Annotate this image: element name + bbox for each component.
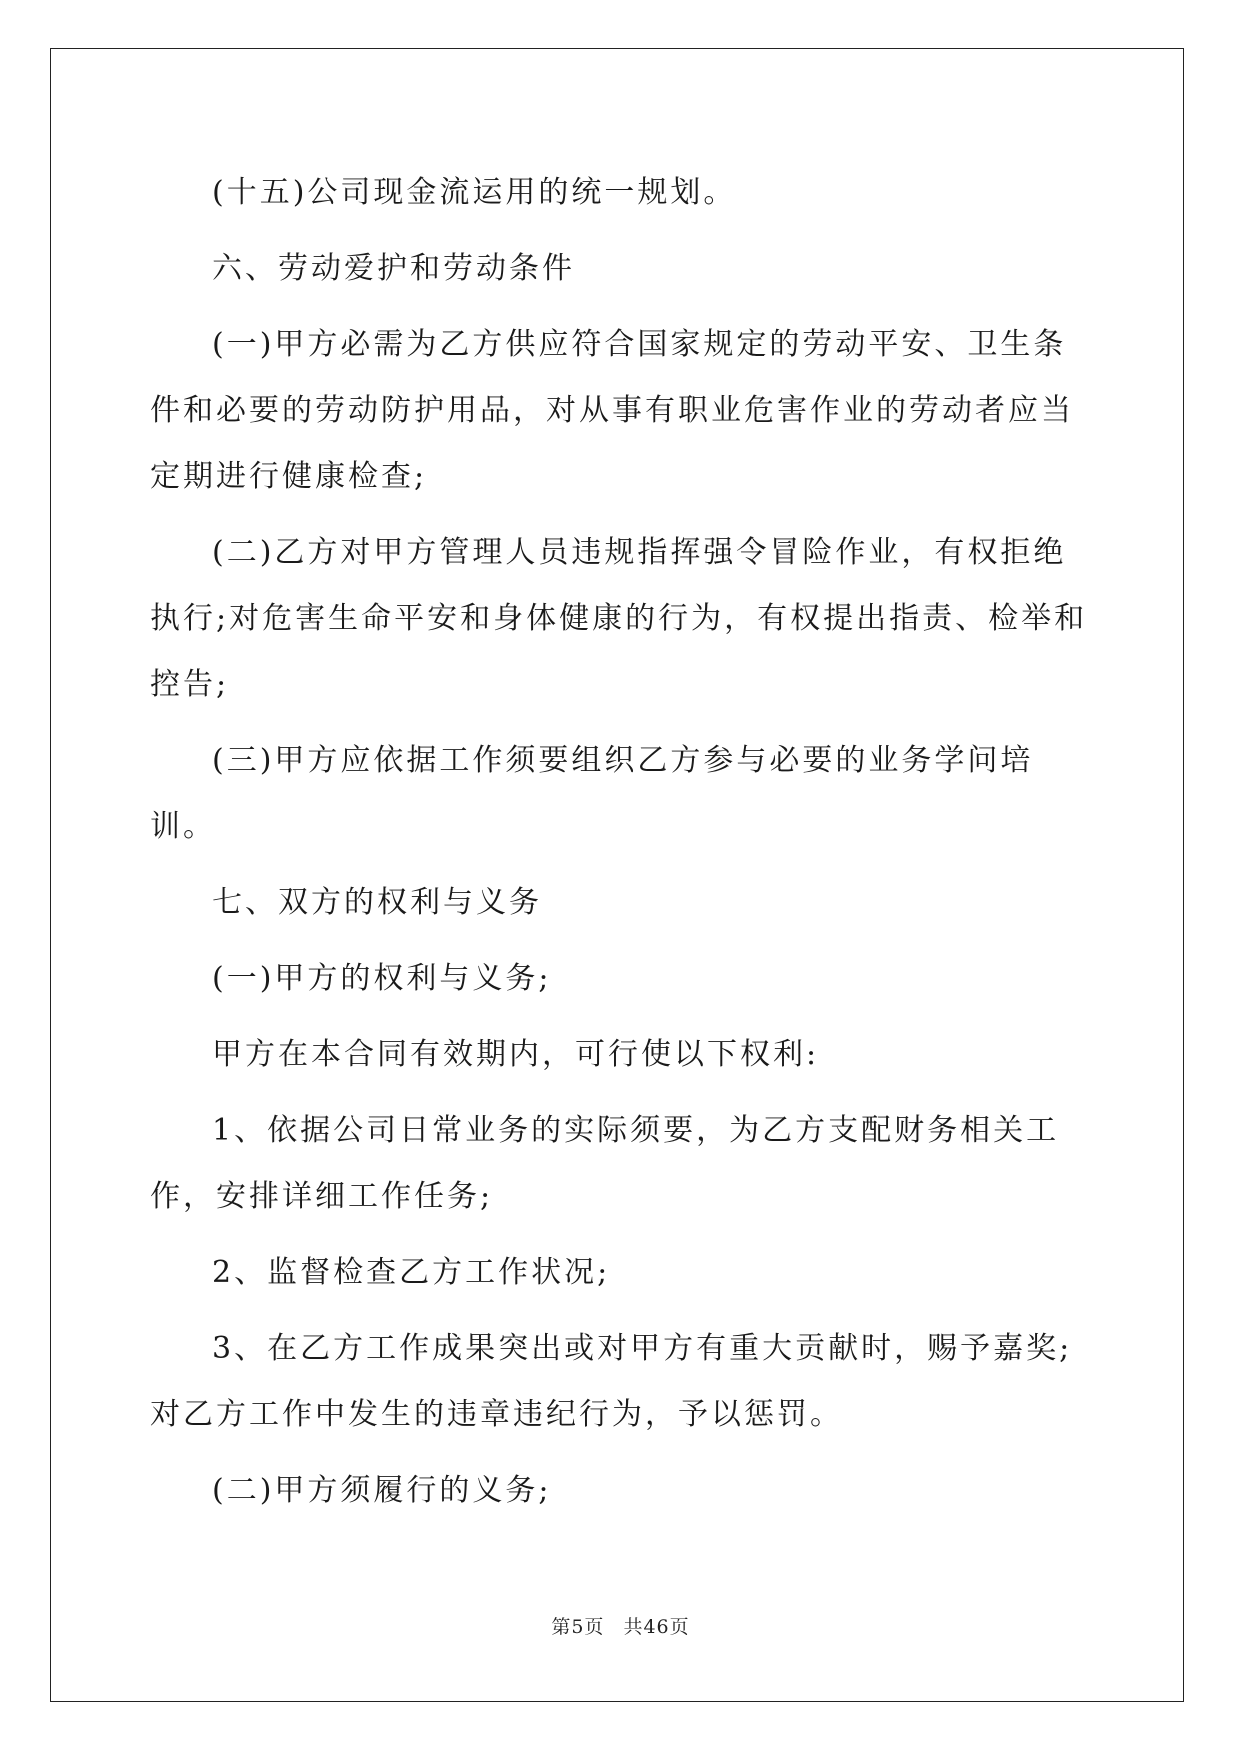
paragraph: 3、在乙方工作成果突出或对甲方有重大贡献时，赐予嘉奖;对乙方工作中发生的违章违纪行为，予以惩罚。 — [150, 1331, 1073, 1432]
paragraph: (十五)公司现金流运用的统一规划。 — [212, 175, 737, 210]
paragraph: (三)甲方应依据工作须要组织乙方参与必要的业务学问培训。 — [150, 743, 1034, 844]
paragraph: 甲方在本合同有效期内，可行使以下权利: — [212, 1037, 820, 1072]
section-heading: 七、双方的权利与义务 — [212, 885, 542, 920]
page-footer — [0, 1612, 1241, 1639]
page-total: 共46页 — [623, 1616, 690, 1638]
paragraph: (二)甲方须履行的义务; — [212, 1473, 552, 1508]
page-number: 第5页 — [551, 1616, 605, 1638]
paragraph: (一)甲方必需为乙方供应符合国家规定的劳动平安、卫生条件和必要的劳动防护用品，对从事有职业危害作业的劳动者应当定期进行健康检查; — [150, 327, 1074, 494]
document-body — [150, 160, 1094, 1534]
paragraph: (二)乙方对甲方管理人员违规指挥强令冒险作业，有权拒绝执行;对危害生命平安和身体健康的行为，有权提出指责、检举和控告; — [150, 535, 1088, 702]
paragraph: (一)甲方的权利与义务; — [212, 961, 552, 996]
section-heading: 六、劳动爱护和劳动条件 — [212, 251, 575, 286]
paragraph: 1、依据公司日常业务的实际须要，为乙方支配财务相关工作，安排详细工作任务; — [150, 1113, 1060, 1214]
paragraph: 2、监督检查乙方工作状况; — [212, 1255, 611, 1290]
